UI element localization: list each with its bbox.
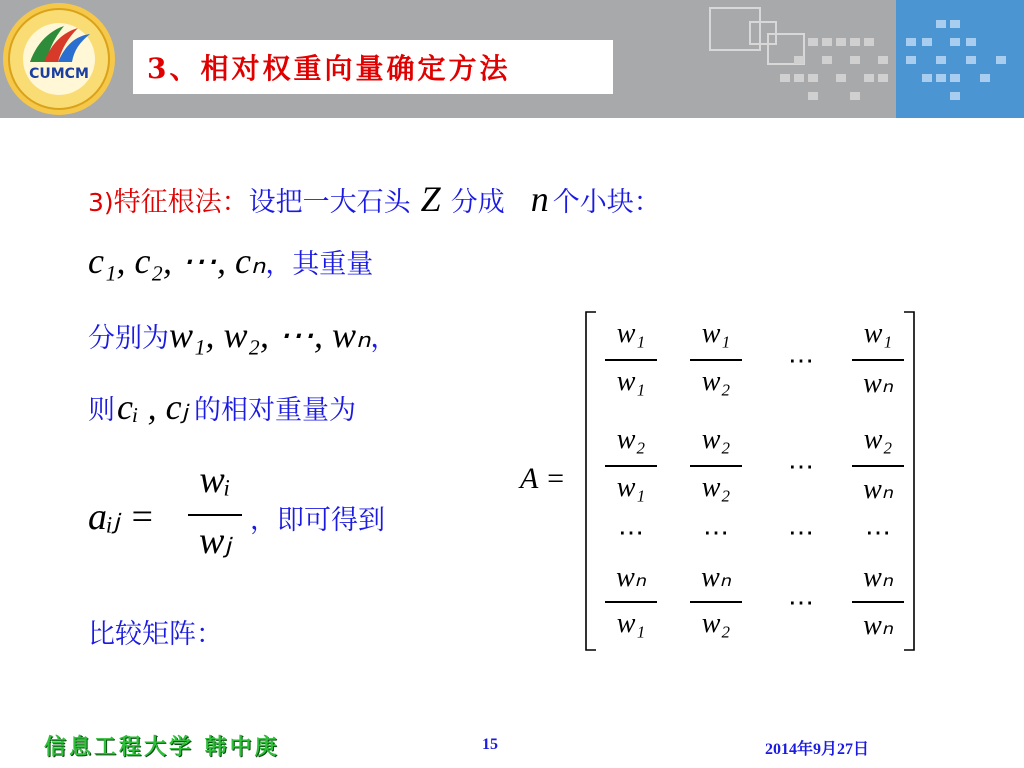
matrix-entry-denominator: wₙ <box>863 610 893 641</box>
matrix-dots: ⋯ <box>788 518 814 547</box>
line2-math: c₁, c₂, ⋯, cₙ <box>88 241 266 281</box>
matrix-entry-numerator: wₙ <box>616 562 646 593</box>
line4-text-b: 的相对重量为 <box>193 395 356 426</box>
matrix-entry-bar <box>605 601 657 603</box>
line1-var-n: n <box>530 179 549 219</box>
formula-numerator: wᵢ <box>199 459 231 501</box>
line2-text: ，其重量 <box>265 249 374 280</box>
line-1 <box>88 178 661 220</box>
title-box <box>133 40 613 94</box>
line1-prefix: 3) <box>88 188 114 217</box>
matrix-entry <box>852 318 904 414</box>
matrix-entry-numerator: wₙ <box>863 562 893 593</box>
matrix-entry-bar <box>605 465 657 467</box>
matrix-entry-denominator: w₁ <box>616 472 646 503</box>
matrix-dots: ⋯ <box>865 518 891 547</box>
matrix-entry-numerator: w₁ <box>863 318 893 349</box>
line-4 <box>88 386 356 428</box>
footer-date: 2014年9月27日 <box>765 741 870 758</box>
formula-lhs: aᵢⱼ = <box>88 496 155 538</box>
footer-page-number: 15 <box>482 736 498 753</box>
line4-math: cᵢ , cⱼ <box>117 387 188 427</box>
matrix-entry-denominator: w₂ <box>701 366 731 397</box>
matrix-entry <box>605 424 657 520</box>
matrix-entry <box>605 560 657 656</box>
slide-title: 3、相对权重向量确定方法 <box>147 52 511 85</box>
matrix-entry-denominator: wₙ <box>863 474 893 505</box>
line1-text-b: 分成 <box>450 187 505 218</box>
matrix-entry-bar <box>690 359 742 361</box>
footer-author: 信息工程大学 韩中庚 <box>44 734 280 760</box>
matrix-entry-bar <box>852 359 904 361</box>
line1-label: 特征根法： <box>113 187 249 218</box>
matrix-entry-numerator: w₁ <box>701 318 731 349</box>
matrix-entry-bar <box>690 465 742 467</box>
formula-lhs-wrap <box>88 494 155 539</box>
line-3 <box>88 314 397 356</box>
matrix-dots: ⋯ <box>618 518 644 547</box>
header-decoration <box>690 0 900 118</box>
line1-text-a: 设把一大石头 <box>248 187 411 218</box>
line3-math: w₁, w₂, ⋯, wₙ <box>169 315 371 355</box>
matrix-entry-numerator: w₂ <box>863 424 893 455</box>
matrix-entry-numerator: w₁ <box>616 318 646 349</box>
matrix-entry-bar <box>605 359 657 361</box>
matrix-lhs: A = <box>520 462 566 495</box>
formula-denominator: wⱼ <box>199 520 231 562</box>
matrix-dots: ⋯ <box>703 518 729 547</box>
cumcm-logo <box>0 0 118 118</box>
matrix-entry <box>852 560 904 656</box>
matrix-entry-denominator: w₁ <box>616 366 646 397</box>
matrix-entry-bar <box>852 465 904 467</box>
matrix-entry-numerator: w₂ <box>616 424 646 455</box>
matrix-entry <box>690 560 742 656</box>
line3-text: 分别为 <box>88 323 169 354</box>
header-blue-decoration <box>896 0 1024 118</box>
matrix-entry <box>852 424 904 520</box>
matrix-entry-numerator: wₙ <box>701 562 731 593</box>
formula-bar <box>188 514 242 516</box>
line1-var-z: Z <box>420 179 441 219</box>
line-2 <box>88 240 373 282</box>
matrix-dots: ⋯ <box>788 588 814 617</box>
logo-text: CUMCM <box>29 66 89 82</box>
matrix-entry-denominator: wₙ <box>863 368 893 399</box>
matrix-dots: ⋯ <box>788 452 814 481</box>
matrix-entry-numerator: w₂ <box>701 424 731 455</box>
formula-fraction <box>188 458 242 578</box>
matrix-entry <box>605 318 657 414</box>
matrix-entry <box>690 424 742 520</box>
matrix-entry-denominator: w₂ <box>701 608 731 639</box>
matrix-entry <box>690 318 742 414</box>
formula-after: ，即可得到 <box>250 505 385 536</box>
line-6: 比较矩阵： <box>88 619 223 650</box>
line3-comma: ， <box>370 323 398 354</box>
matrix-entry-bar <box>852 601 904 603</box>
matrix-entry-denominator: w₁ <box>616 608 646 639</box>
matrix-entry-denominator: w₂ <box>701 472 731 503</box>
line1-text-c: 个小块： <box>552 187 661 218</box>
matrix-dots: ⋯ <box>788 346 814 375</box>
matrix-entry-bar <box>690 601 742 603</box>
matrix-lhs-wrap <box>520 462 566 496</box>
line4-text-a: 则 <box>88 395 115 426</box>
